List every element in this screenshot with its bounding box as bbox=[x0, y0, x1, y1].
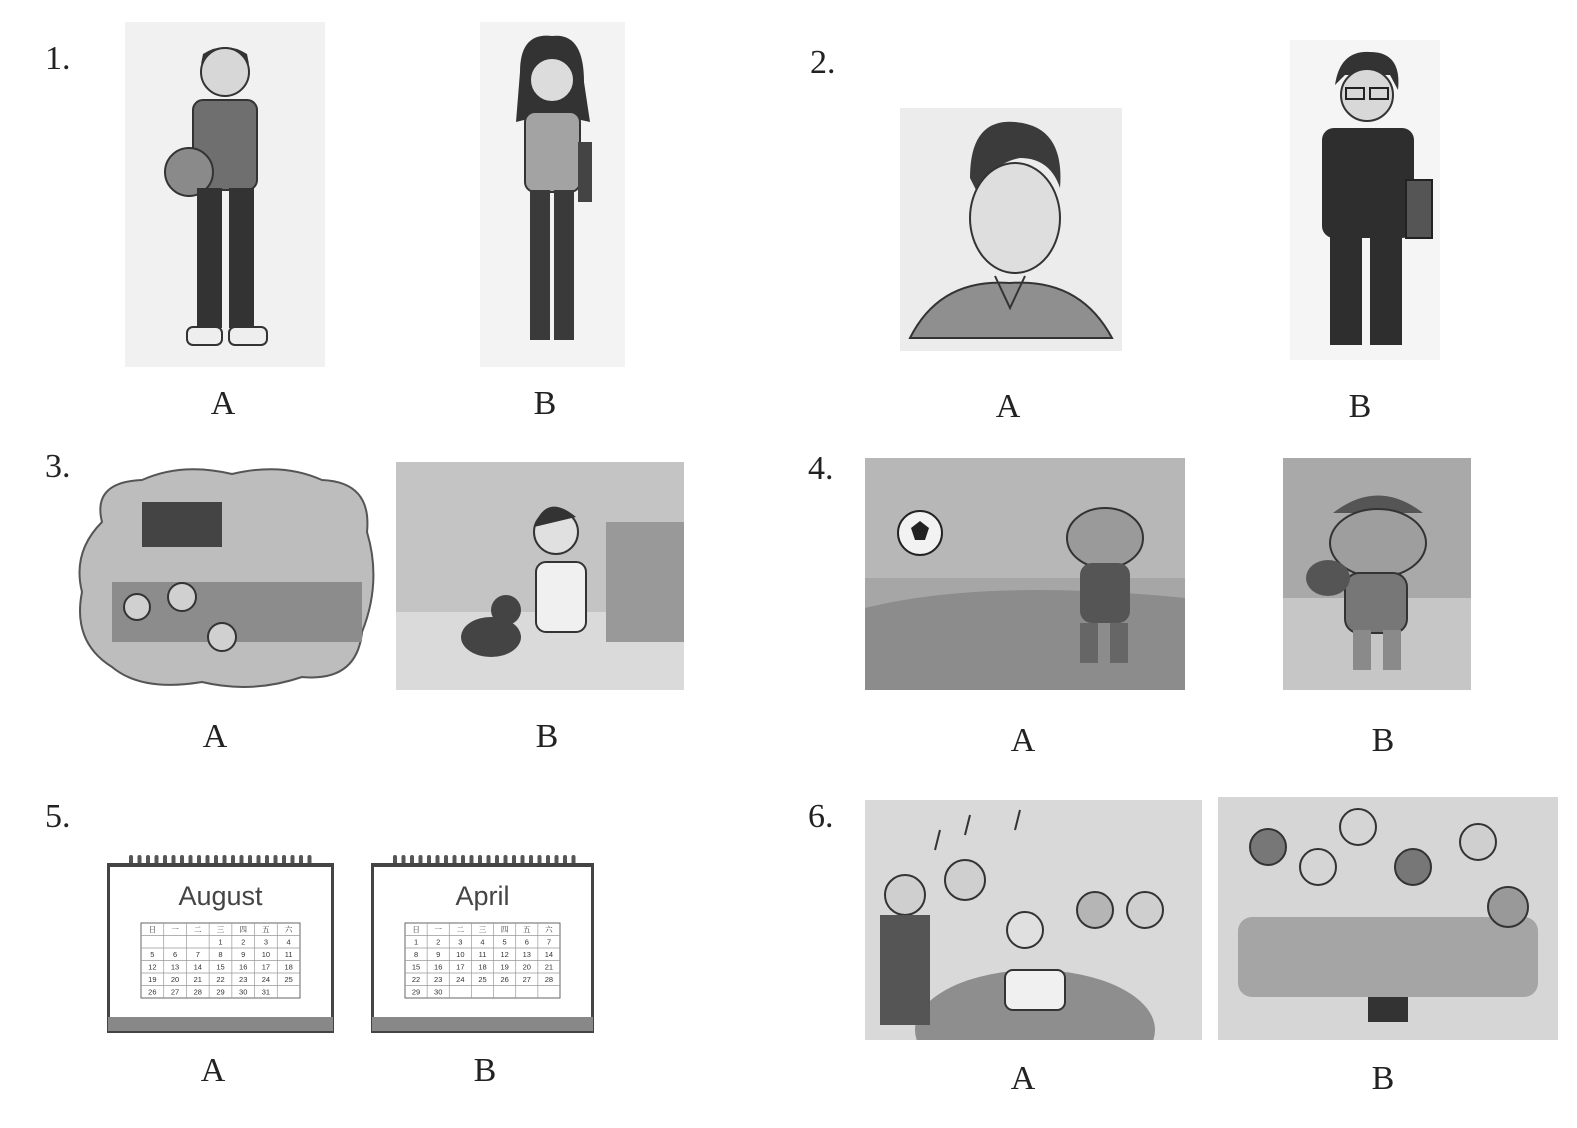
picture-birthday-party[interactable] bbox=[865, 800, 1202, 1040]
calendar-day: 27 bbox=[170, 987, 180, 997]
calendar-day: 30 bbox=[434, 987, 443, 997]
calendar-april[interactable] bbox=[371, 853, 594, 1033]
calendar-day: 3 bbox=[263, 937, 269, 947]
calendar-day: 1 bbox=[218, 937, 223, 947]
calendar-day: 25 bbox=[284, 975, 293, 984]
picture-woman-with-folder[interactable] bbox=[480, 22, 625, 367]
calendar-day: 4 bbox=[286, 937, 291, 947]
question-number-2: 2. bbox=[810, 44, 836, 81]
option-label-3b: B bbox=[535, 718, 559, 755]
calendar-day: 13 bbox=[522, 950, 531, 959]
calendar-day: 24 bbox=[456, 975, 465, 984]
calendar-day: 26 bbox=[148, 987, 157, 997]
calendar-day: 17 bbox=[456, 962, 465, 972]
option-label-1a: A bbox=[210, 385, 236, 422]
calendar-weekday: 二 bbox=[194, 925, 202, 934]
calendar-day: 28 bbox=[544, 975, 554, 984]
question-number-6: 6. bbox=[808, 798, 834, 835]
calendar-day: 17 bbox=[261, 962, 271, 972]
picture-man-in-suit[interactable] bbox=[1290, 40, 1440, 360]
calendar-day: 16 bbox=[434, 962, 443, 972]
picture-dinosaur-football-flying[interactable] bbox=[865, 458, 1185, 690]
option-label-4a: A bbox=[1010, 722, 1036, 759]
calendar-day: 10 bbox=[456, 950, 465, 959]
calendar-day: 22 bbox=[216, 975, 225, 984]
question-number-5: 5. bbox=[45, 798, 71, 835]
calendar-day: 11 bbox=[478, 950, 487, 959]
calendar-day: 23 bbox=[434, 975, 443, 984]
calendar-day: 23 bbox=[239, 975, 248, 984]
calendar-day: 2 bbox=[436, 937, 441, 947]
calendar-month-label: August bbox=[178, 881, 263, 911]
calendar-day: 25 bbox=[478, 975, 487, 984]
calendar-weekday: 日 bbox=[148, 925, 157, 934]
calendar-day: 21 bbox=[193, 975, 202, 984]
calendar-day: 5 bbox=[150, 950, 155, 959]
picture-girl-petting-dog[interactable] bbox=[396, 462, 684, 690]
calendar-day: 12 bbox=[500, 950, 509, 959]
calendar-day: 26 bbox=[500, 975, 509, 984]
calendar-day: 7 bbox=[546, 937, 552, 947]
question-number-4: 4. bbox=[808, 450, 834, 487]
calendar-day: 12 bbox=[148, 962, 157, 972]
calendar-weekday: 五 bbox=[262, 925, 270, 934]
picture-coach-with-basketball[interactable] bbox=[125, 22, 325, 367]
calendar-weekday: 一 bbox=[171, 925, 179, 934]
calendar-august[interactable] bbox=[107, 853, 334, 1033]
calendar-weekday: 五 bbox=[523, 925, 531, 934]
calendar-day: 7 bbox=[195, 950, 200, 959]
calendar-day: 21 bbox=[544, 962, 554, 972]
calendar-day: 3 bbox=[458, 937, 463, 947]
calendar-day: 8 bbox=[413, 950, 419, 959]
calendar-day: 22 bbox=[411, 975, 421, 984]
calendar-weekday: 六 bbox=[545, 925, 553, 934]
calendar-weekday: 四 bbox=[239, 925, 247, 934]
calendar-day: 10 bbox=[261, 950, 271, 959]
calendar-month-label: April bbox=[455, 881, 510, 911]
picture-family-photo[interactable] bbox=[1218, 797, 1558, 1040]
calendar-day: 9 bbox=[241, 950, 246, 959]
question-number-1: 1. bbox=[45, 40, 71, 77]
calendar-weekday: 四 bbox=[500, 925, 509, 934]
calendar-day: 24 bbox=[261, 975, 271, 984]
calendar-day: 19 bbox=[148, 975, 157, 984]
picture-stadium-football-dream[interactable] bbox=[72, 462, 382, 692]
calendar-weekday: 三 bbox=[216, 925, 225, 934]
calendar-day: 2 bbox=[241, 937, 246, 947]
calendar-day: 4 bbox=[480, 937, 485, 947]
calendar-weekday: 日 bbox=[412, 925, 420, 934]
calendar-day: 27 bbox=[522, 975, 531, 984]
calendar-day: 15 bbox=[216, 962, 225, 972]
calendar-day: 20 bbox=[522, 962, 531, 972]
option-label-6a: A bbox=[1010, 1060, 1036, 1097]
calendar-day: 6 bbox=[172, 950, 178, 959]
option-label-2b: B bbox=[1348, 388, 1372, 425]
calendar-day: 9 bbox=[436, 950, 441, 959]
option-label-1b: B bbox=[533, 385, 557, 422]
option-label-4b: B bbox=[1371, 722, 1395, 759]
calendar-weekday: 一 bbox=[434, 925, 442, 934]
calendar-day: 18 bbox=[478, 962, 487, 972]
question-number-3: 3. bbox=[45, 448, 71, 485]
calendar-day: 5 bbox=[502, 937, 507, 947]
calendar-day: 6 bbox=[524, 937, 529, 947]
option-label-6b: B bbox=[1371, 1060, 1395, 1097]
calendar-day: 19 bbox=[500, 962, 509, 972]
calendar-weekday: 三 bbox=[478, 925, 487, 934]
calendar-day: 14 bbox=[193, 962, 202, 972]
calendar-day: 13 bbox=[170, 962, 180, 972]
option-label-3a: A bbox=[202, 718, 228, 755]
calendar-day: 20 bbox=[170, 975, 180, 984]
calendar-day: 14 bbox=[544, 950, 554, 959]
calendar-day: 28 bbox=[193, 987, 202, 997]
calendar-weekday: 二 bbox=[456, 925, 465, 934]
option-label-5a: A bbox=[200, 1052, 226, 1089]
calendar-day: 8 bbox=[218, 950, 223, 959]
option-label-2a: A bbox=[995, 388, 1021, 425]
option-label-5b: B bbox=[473, 1052, 497, 1089]
picture-woman-portrait[interactable] bbox=[900, 108, 1122, 351]
calendar-day: 16 bbox=[239, 962, 248, 972]
calendar-day: 18 bbox=[284, 962, 293, 972]
calendar-day: 29 bbox=[216, 987, 225, 997]
calendar-day: 15 bbox=[411, 962, 421, 972]
calendar-day: 1 bbox=[413, 937, 419, 947]
calendar-day: 29 bbox=[411, 987, 421, 997]
calendar-weekday: 六 bbox=[284, 925, 293, 934]
calendar-day: 11 bbox=[284, 950, 293, 959]
calendar-day: 31 bbox=[261, 987, 271, 997]
picture-dinosaur-holding-ball[interactable] bbox=[1283, 458, 1471, 690]
calendar-day: 30 bbox=[239, 987, 248, 997]
